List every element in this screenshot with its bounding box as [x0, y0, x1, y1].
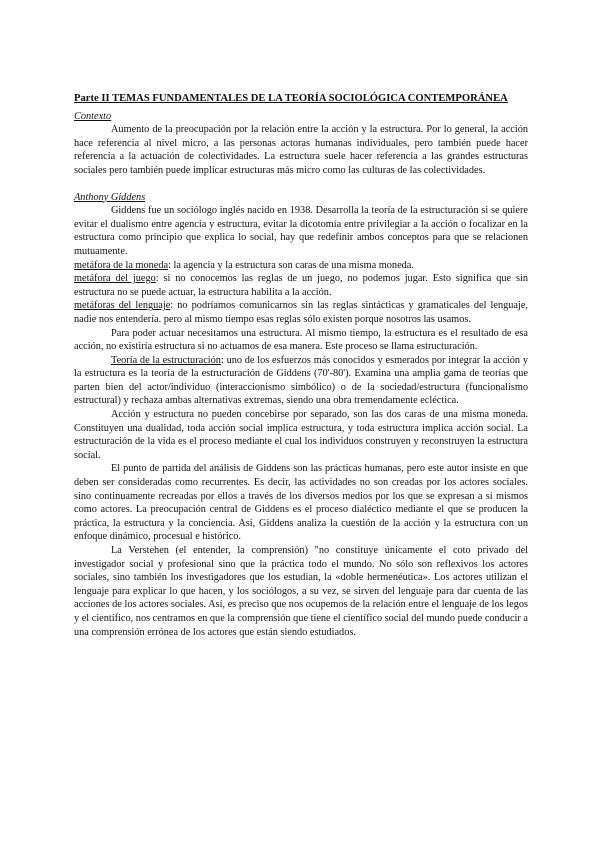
spacer [74, 178, 528, 191]
metaphor-lenguaje [74, 299, 528, 326]
metaphor-term: metáforas del lenguaje [74, 300, 171, 312]
teoria-text: : uno de los esfuerzos más conocidos y esmerados por integrar la acción y la estructura es la teoría de la estructuración de Giddens (70'-80'). Examina una amplia gama de teorías que parten bien del actor/individuo (interaccionismo simbólico) o de la sociedad/estructura (funcionalismo estructural) y rechaza ambas alternativas extremas, siendo una obra tremendamente ecléctica. [74, 354, 528, 407]
giddens-heading: Anthony Giddens [74, 191, 146, 203]
document-page [74, 92, 528, 639]
para-actuar-paragraph: Para poder actuar necesitamos una estructura. Al mismo tiempo, la estructura es el resultado de esa acción, no existiría estructura si no actuamos de esa manera. Este proceso se llama estructuración. [74, 327, 528, 353]
metaphor-term: metáfora del juego [74, 273, 156, 285]
teoria-term: Teoría de la estructuración [111, 354, 221, 366]
contexto-paragraph: Aumento de la preocupación por la relación entre la acción y la estructura. Por lo general, la acción hace referencia al nivel micro, a las personas actoras humanas individuales, pero también puede hacer referencia a la actuación de colectividades. La estructura suele hacer referencia a las grandes estructuras sociales pero también puede implicar estructuras más micro como las culturas de las colectividades. [74, 124, 528, 176]
metaphor-text: : si no conocemos las reglas de un juego, no podemos jugar. Esto significa que sin estructura no se puede actuar, la estructura habilita a la acción. [74, 273, 528, 298]
metaphor-juego [74, 272, 528, 299]
metaphor-text: : no podríamos comunicarnos sin las reglas sintácticas y gramaticales del lenguaje, nadie nos entendería. pero al mismo tiempo esas reglas sólo existen porque nosotros las usamos. [74, 300, 529, 325]
accion-estructura-paragraph: Acción y estructura no pueden concebirse por separado, son las dos caras de una misma moneda. Constituyen una dualidad, toda acción social implica estructura, y toda estructura implica acción social. La estructuración de la vida es el proceso mediante el cual los individuos construyen y reconstruyen la estructura social. [74, 409, 528, 461]
metaphor-moneda [74, 259, 528, 273]
metaphor-text: : la agencia y la estructura son caras de una misma moneda. [168, 259, 414, 271]
verstehen-paragraph: La Verstehen (el entender, la comprensión) "no constituye únicamente el coto privado del investigador social y profesional sino que la práctica todo el mundo. No sólo son reflexivos los actores sociales, sino también los investigadores que los estudian, la «doble hermenéutica». Los actores utilizan el lenguaje para explicar lo que hacen, y los sociólogos, a su vez, se sirven del lenguaje para dar cuenta de las acciones de los actores sociales. Así, es preciso que nos ocupemos de la relación entre el lenguaje de los legos y el científico, nos centramos en que la comprensión que tiene el científico social del mundo puede conducir a una comprensión errónea de los actores que están siendo estudiados. [74, 545, 528, 638]
metaphor-term: metáfora de la moneda [74, 259, 169, 271]
giddens-intro-paragraph: Giddens fue un sociólogo inglés nacido en 1938. Desarrolla la teoría de la estructuración si se quiere evitar el dualismo entre agencia y estructura, evitar la dicotomía entre privilegiar a la acción o focalizar en la estructura como principio que explica lo social, hay que redefinir ambos conceptos para que se relacionen mutuamente. [74, 205, 528, 257]
contexto-heading: Contexto [74, 110, 112, 122]
punto-partida-paragraph: El punto de partida del análisis de Giddens son las prácticas humanas, pero este autor insiste en que deben ser consideradas como recurrentes. Es decir, las actividades no son creadas por los actores sociales. sino continuamente recreadas por ellos a través de los diversos medios por los que se expresan a sí mismos como actores. La preocupación central de Giddens es el proceso dialéctico mediante el que se producen la práctica, la estructura y la conciencia. Así, Giddens analiza la cuestión de la acción y la estructura con un enfoque dinámico, procesual e histórico. [74, 463, 528, 543]
teoria-estructuracion-paragraph [74, 354, 528, 408]
page-title: Parte II TEMAS FUNDAMENTALES DE LA TEORÍA SOCIOLÓGICA CONTEMPORÁNEA [74, 93, 508, 104]
